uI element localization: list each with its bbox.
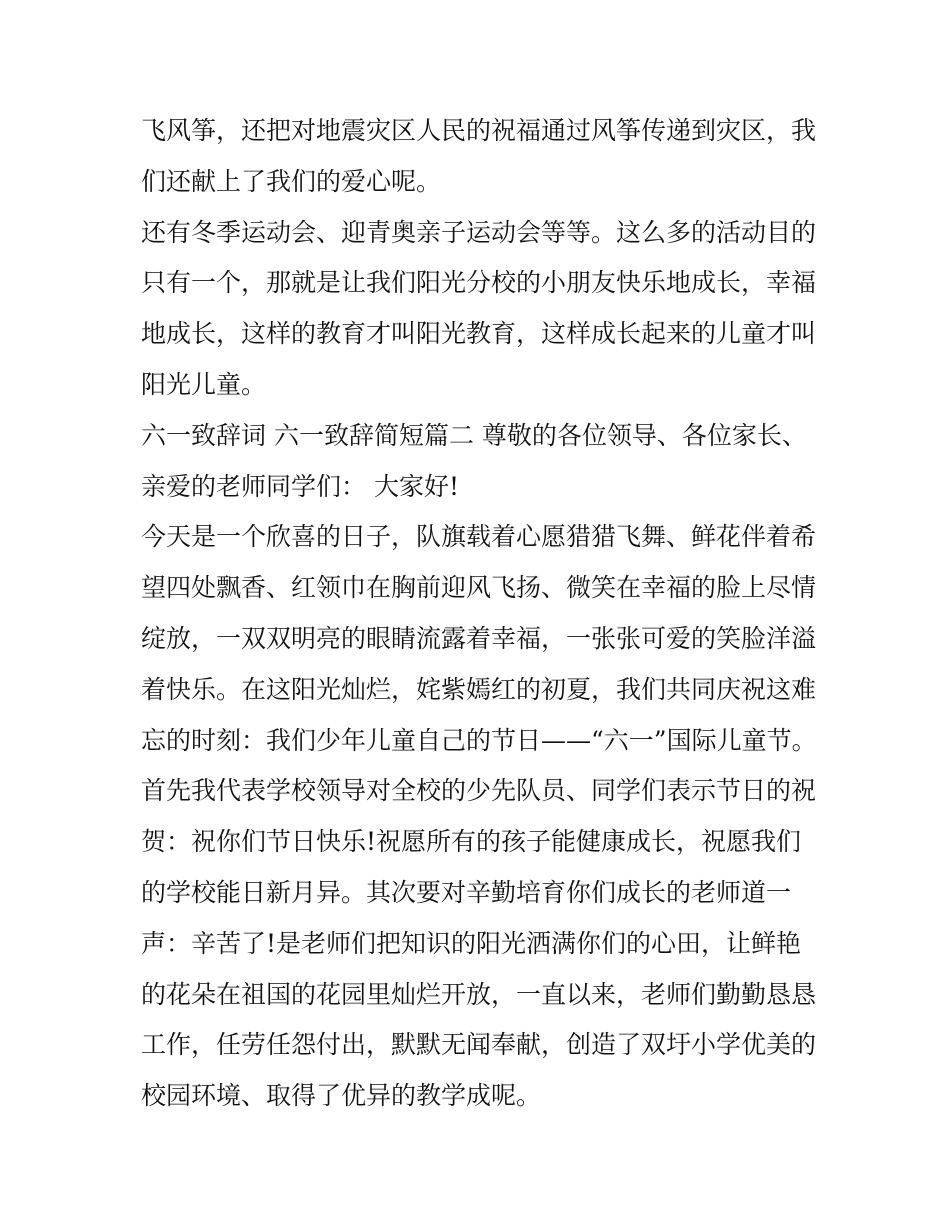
document-body bbox=[141, 106, 821, 1122]
text-line: 只有一个，那就是让我们阳光分校的小朋友快乐地成长，幸福 bbox=[141, 268, 817, 298]
text-line: 今天是一个欣喜的日子，队旗载着心愿猎猎飞舞、鲜花伴着希 bbox=[141, 522, 817, 552]
text-line: 阳光儿童。 bbox=[141, 369, 267, 399]
text-line: 声：辛苦了!是老师们把知识的阳光洒满你们的心田，让鲜艳 bbox=[141, 928, 802, 958]
text-line: 的学校能日新月异。其次要对辛勤培育你们成长的老师道一 bbox=[141, 877, 792, 907]
text-line: 贺：祝你们节日快乐!祝愿所有的孩子能健康成长，祝愿我们 bbox=[141, 827, 802, 857]
text-line: 校园环境、取得了优异的教学成呢。 bbox=[141, 1081, 542, 1111]
text-line: 六一致辞词 六一致辞简短篇二 尊敬的各位领导、各位家长、 bbox=[141, 420, 807, 450]
text-line: 绽放，一双双明亮的眼睛流露着幸福，一张张可爱的笑脸洋溢 bbox=[141, 623, 817, 653]
text-line: 着快乐。在这阳光灿烂，姹紫嫣红的初夏，我们共同庆祝这难 bbox=[141, 674, 817, 704]
text-line: 的花朵在祖国的花园里灿烂开放，一直以来，老师们勤勤恳恳 bbox=[141, 979, 817, 1009]
text-line: 亲爱的老师同学们： 大家好! bbox=[141, 471, 459, 501]
text-line: 们还献上了我们的爱心呢。 bbox=[141, 166, 442, 196]
text-line: 工作，任劳任怨付出，默默无闻奉献，创造了双圩小学优美的 bbox=[141, 1030, 817, 1060]
text-line: 望四处飘香、红领巾在胸前迎风飞扬、微笑在幸福的脸上尽情 bbox=[141, 573, 817, 603]
text-line: 地成长，这样的教育才叫阳光教育，这样成长起来的儿童才叫 bbox=[141, 319, 817, 349]
text-line: 首先我代表学校领导对全校的少先队员、同学们表示节日的祝 bbox=[141, 776, 817, 806]
text-line: 还有冬季运动会、迎青奥亲子运动会等等。这么多的活动目的 bbox=[141, 217, 817, 247]
text-line: 忘的时刻：我们少年儿童自己的节日——“六一”国际儿童节。 bbox=[141, 725, 817, 755]
text-line: 飞风筝，还把对地震灾区人民的祝福通过风筝传递到灾区，我 bbox=[141, 116, 817, 145]
